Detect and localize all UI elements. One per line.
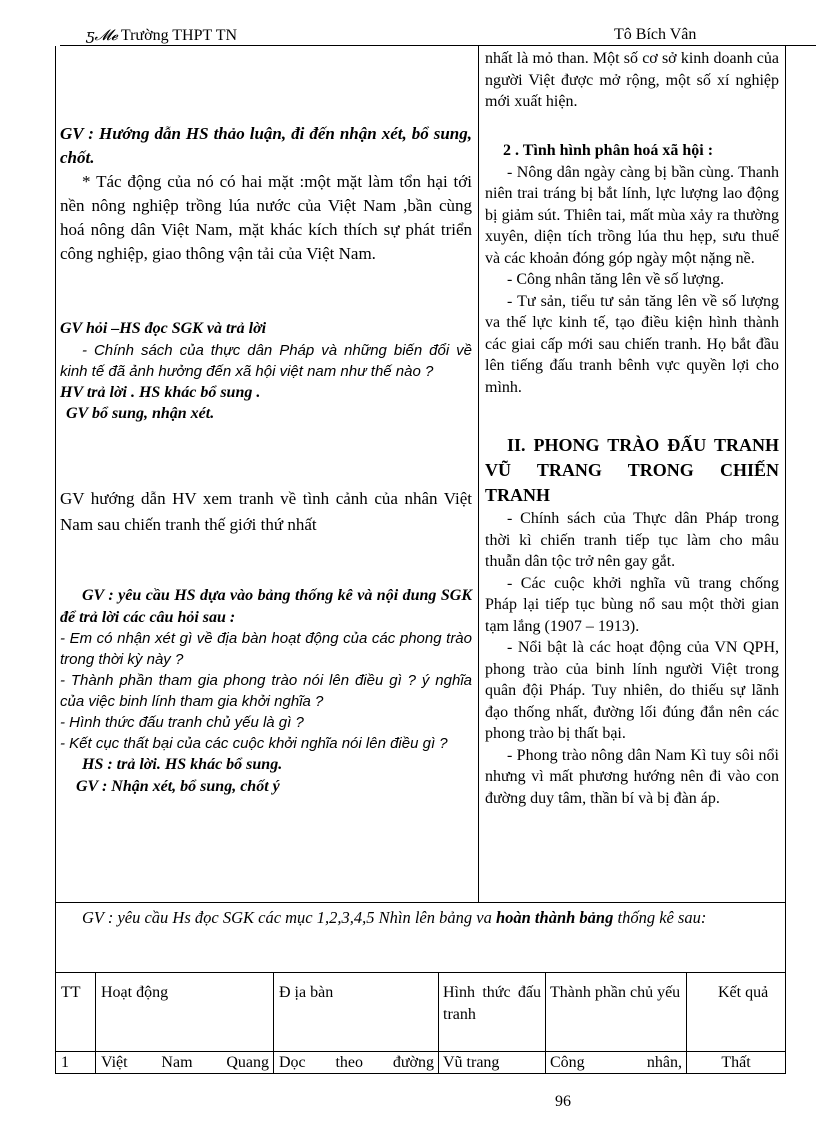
impact-text: * Tác động của nó có hai mặt :một mặt làm tổn hại tới nền nông nghiệp trồng lúa nước của Việt Nam ,bần cùng hoá nông dân Việt Nam, mặt khác kích thích sự phát triển công nghiệp, giao thông vận tải của Việt Nam. (60, 172, 472, 263)
table-col-divider-1 (95, 972, 96, 1074)
table-cell-result: Thất (721, 1054, 751, 1071)
right-column-section-ii (485, 433, 779, 508)
header-school-name: Trường THPT TN (120, 27, 238, 44)
table-header-result: Kết quả (718, 984, 769, 1001)
right-column-section-ii-body (485, 508, 779, 809)
page-number: 96 (555, 1093, 571, 1110)
table-header-location: Đ ịa bàn (279, 984, 334, 1001)
question-a-text: - Em có nhận xét gì về địa bàn hoạt động của các phong trào trong thời kỳ này ? (60, 630, 472, 668)
left-column-question (60, 318, 472, 425)
instruction-suffix: thống kê sau: (613, 908, 707, 927)
column-divider (478, 46, 479, 902)
question-c-text: - Hình thức đấu tranh chủ yếu là gì ? (60, 714, 304, 731)
instruction-emphasis: hoàn thành bảng (495, 908, 614, 927)
frame-left-border (55, 46, 56, 1074)
table-col-divider-4 (545, 972, 546, 1074)
gv-supplement-text: GV bổ sung, nhận xét. (66, 405, 215, 422)
table-cell-form: Vũ trang (443, 1054, 500, 1071)
intro-text: nhất là mỏ than. Một số cơ sở kinh doanh của người Việt được mở rộng, một số xí nghiệp mới xuất hiện. (485, 50, 779, 110)
school-logo: ƽ𝓜𝓮 (86, 26, 118, 44)
gv-conclude-text: GV : Nhận xét, bổ sung, chốt ý (76, 777, 280, 795)
table-cell-location: Dọc theo đường (279, 1054, 434, 1071)
right-column-section-2 (485, 140, 779, 398)
table-header-activity: Hoạt động (101, 984, 169, 1001)
header-author: Tô Bích Vân (614, 26, 697, 43)
gv-request-text: GV : yêu cầu HS dựa vào bảng thống kê và nội dung SGK để trả lời các câu hỏi sau : (60, 587, 472, 626)
table-cell-tt: 1 (61, 1054, 69, 1071)
policy-text: - Chính sách của Thực dân Pháp trong thời kì chiến tranh tiếp tục làm cho mâu thuẫn dân tộc trở nên gay gắt. (485, 510, 779, 570)
table-cell-participants: Công nhân, (550, 1054, 682, 1071)
table-col-divider-5 (686, 972, 687, 1074)
uprisings-text: - Các cuộc khởi nghĩa vũ trang chống Pháp lại tiếp tục bùng nổ sau một thời gian tạm lắng (1907 – 1913). (485, 574, 779, 635)
header-school (86, 26, 237, 45)
section-ii-title: II. PHONG TRÀO ĐẤU TRANH VŨ TRANG TRONG CHIẾN TRANH (485, 435, 779, 505)
gv-ask-text: GV hỏi –HS đọc SGK và trả lời (60, 320, 267, 337)
question-b-text: - Thành phần tham gia phong trào nói lên điều gì ? ý nghĩa của việc binh lính tham gia khởi nghĩa ? (60, 672, 472, 710)
table-header-tt: TT (61, 984, 81, 1001)
section-2-title: 2 . Tình hình phân hoá xã hội : (503, 142, 714, 159)
hv-answer-text: HV trả lời . HS khác bổ sung . (60, 383, 261, 401)
question-1-text: - Chính sách của thực dân Pháp và những biến đổi về kinh tế đã ảnh hưởng đến xã hội việt nam như thế nào ? (60, 341, 472, 380)
table-col-divider-3 (438, 972, 439, 1074)
question-d-text: - Kết cục thất bại của các cuộc khởi nghĩa nói lên điều gì ? (60, 735, 448, 752)
table-header-form: Hình thức đấu tranh (443, 984, 541, 1023)
header-rule (60, 45, 816, 46)
bottom-instruction (60, 906, 778, 930)
vnqph-text: - Nổi bật là các hoạt động của VN QPH, phong trào của binh lính người Việt trong quân đội Pháp. Tuy nhiên, do thiếu sự lãnh đạo thống nhất, đường lối đúng đắn nên các phong trào bị thất bại. (485, 639, 779, 742)
namki-text: - Phong trào nông dân Nam Kì tuy sôi nổi nhưng vì mất phương hướng nên đi vào con đường duy tâm, thần bí và bị đàn áp. (485, 746, 779, 807)
left-column-activities (60, 585, 472, 797)
instruction-prefix: GV : yêu cầu Hs đọc SGK các mục 1,2,3,4,5 Nhìn lên bảng va (82, 908, 496, 927)
right-column (485, 48, 779, 113)
table-col-divider-2 (273, 972, 274, 1074)
gv-guide-text: GV : Hướng dẫn HS thảo luận, đi đến nhận xét, bổ sung, chốt. (60, 124, 472, 167)
table-cell-activity: Việt Nam Quang (101, 1054, 269, 1071)
hs-answer-text: HS : trả lời. HS khác bổ sung. (82, 756, 283, 773)
section-divider (55, 902, 786, 903)
left-column (60, 122, 472, 266)
farmers-text: - Nông dân ngày càng bị bần cùng. Thanh niên trai tráng bị bắt lính, lực lượng lao động bị giảm sút. Thiên tai, mất mùa xảy ra thường xuyên, diện tích trồng lúa thu hẹp, sưu thuế và các khoản đóng góp ngày một nặng nề. (485, 163, 779, 267)
gv-picture-text (60, 486, 472, 538)
gv-picture-paragraph: GV hướng dẫn HV xem tranh về tình cảnh của nhân Việt Nam sau chiến tranh thế giới thứ nhất (60, 489, 472, 534)
table-header-participants: Thành phần chủ yếu (550, 984, 681, 1001)
bourgeois-text: - Tư sản, tiểu tư sản tăng lên về số lượng va thế lực kinh tế, tạo điều kiện hình thành các giai cấp mới sau chiến tranh. Họ bắt đầu lên tiếng đấu tranh bênh vực quyền lợi cho mình. (485, 292, 779, 396)
workers-text: - Công nhân tăng lên về số lượng. (507, 271, 725, 288)
frame-right-border (785, 46, 786, 1074)
table-top-border (55, 972, 786, 973)
